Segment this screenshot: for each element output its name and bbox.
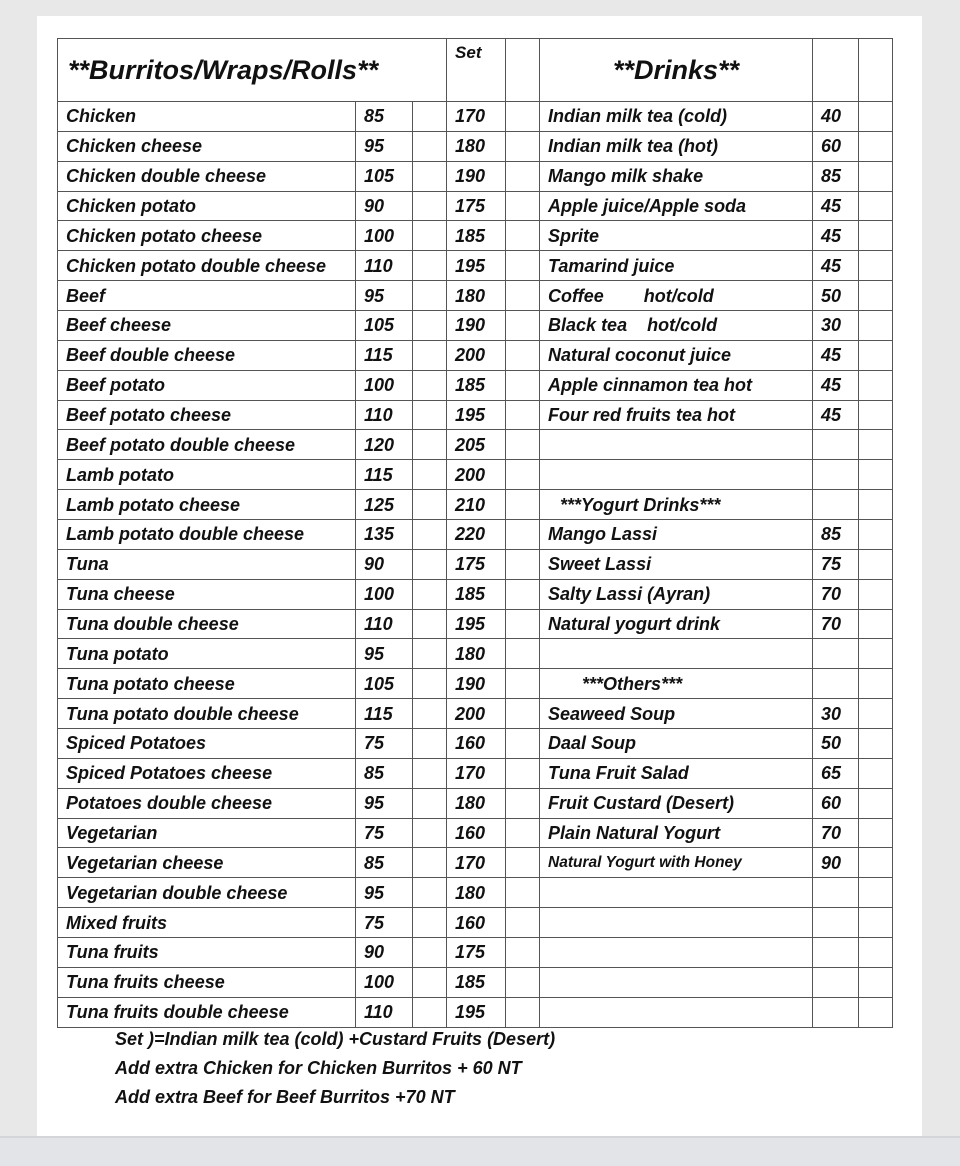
- drink-name: [540, 430, 813, 460]
- item-price: 100: [356, 221, 413, 251]
- header-row: [58, 39, 893, 102]
- empty-cell: [506, 609, 540, 639]
- item-name: Vegetarian double cheese: [58, 878, 356, 908]
- item-name: Tuna fruits cheese: [58, 967, 356, 997]
- item-price: 95: [356, 131, 413, 161]
- set-note: Set )=Indian milk tea (cold) +Custard Fruits (Desert): [115, 1029, 556, 1049]
- item-name: Chicken: [58, 102, 356, 132]
- empty-cell: [413, 997, 447, 1027]
- empty-cell: [413, 818, 447, 848]
- set-price: 180: [447, 639, 506, 669]
- item-price: 105: [356, 161, 413, 191]
- drink-price: [813, 967, 859, 997]
- item-name: Tuna cheese: [58, 579, 356, 609]
- drink-name: Natural Yogurt with Honey: [540, 848, 813, 878]
- item-name: Lamb potato: [58, 460, 356, 490]
- empty-cell: [506, 729, 540, 759]
- drink-price: [813, 430, 859, 460]
- item-name: Vegetarian: [58, 818, 356, 848]
- set-price: 185: [447, 221, 506, 251]
- empty-cell: [506, 340, 540, 370]
- item-name: Beef double cheese: [58, 340, 356, 370]
- item-name: Potatoes double cheese: [58, 788, 356, 818]
- empty-cell: [413, 758, 447, 788]
- drink-price: 75: [813, 549, 859, 579]
- drink-price: 70: [813, 579, 859, 609]
- item-name: Beef cheese: [58, 311, 356, 341]
- item-price: 75: [356, 729, 413, 759]
- set-price: 220: [447, 520, 506, 550]
- empty-cell: [506, 579, 540, 609]
- drink-name: Salty Lassi (Ayran): [540, 579, 813, 609]
- empty-cell: [859, 788, 893, 818]
- empty-cell: [859, 221, 893, 251]
- item-name: Lamb potato double cheese: [58, 520, 356, 550]
- drink-name: Apple juice/Apple soda: [540, 191, 813, 221]
- item-price: 90: [356, 549, 413, 579]
- empty-cell: [859, 430, 893, 460]
- empty-cell: [859, 579, 893, 609]
- empty-cell: [859, 908, 893, 938]
- empty-cell: [859, 490, 893, 520]
- drink-price: 30: [813, 311, 859, 341]
- item-price: 115: [356, 340, 413, 370]
- drink-price: 60: [813, 788, 859, 818]
- drink-price: 50: [813, 729, 859, 759]
- item-price: 110: [356, 997, 413, 1027]
- item-price: 90: [356, 938, 413, 968]
- set-price: 210: [447, 490, 506, 520]
- drink-name: Daal Soup: [540, 729, 813, 759]
- drink-section-heading: ***Yogurt Drinks***: [540, 490, 813, 520]
- empty-cell: [506, 490, 540, 520]
- empty-cell: [413, 669, 447, 699]
- menu-row: [58, 251, 893, 281]
- menu-row: [58, 579, 893, 609]
- empty-cell: [859, 251, 893, 281]
- menu-row: [58, 400, 893, 430]
- drink-price: 30: [813, 699, 859, 729]
- empty-cell: [413, 251, 447, 281]
- empty-cell: [413, 938, 447, 968]
- empty-cell: [859, 311, 893, 341]
- drink-name: Plain Natural Yogurt: [540, 818, 813, 848]
- empty-cell: [859, 669, 893, 699]
- drink-name: [540, 997, 813, 1027]
- empty-cell: [413, 908, 447, 938]
- item-price: 95: [356, 788, 413, 818]
- item-name: Chicken potato: [58, 191, 356, 221]
- item-name: Tuna fruits double cheese: [58, 997, 356, 1027]
- empty-cell: [413, 609, 447, 639]
- empty-cell: [506, 908, 540, 938]
- menu-row: [58, 161, 893, 191]
- item-price: 100: [356, 967, 413, 997]
- item-price: 105: [356, 669, 413, 699]
- empty-cell: [506, 161, 540, 191]
- drink-price: 90: [813, 848, 859, 878]
- empty-cell: [506, 430, 540, 460]
- set-price: 180: [447, 131, 506, 161]
- empty-cell: [413, 639, 447, 669]
- drink-name: Black tea hot/cold: [540, 311, 813, 341]
- empty-cell: [506, 967, 540, 997]
- item-name: Chicken double cheese: [58, 161, 356, 191]
- empty-cell: [859, 131, 893, 161]
- empty-cell: [859, 699, 893, 729]
- set-price: 185: [447, 370, 506, 400]
- drink-name: Sweet Lassi: [540, 549, 813, 579]
- drink-price: [813, 639, 859, 669]
- extra-chicken-note: Add extra Chicken for Chicken Burritos + 60 NT: [115, 1058, 522, 1078]
- menu-row: [58, 460, 893, 490]
- item-name: Tuna fruits: [58, 938, 356, 968]
- empty-cell: [506, 938, 540, 968]
- empty-cell: [413, 549, 447, 579]
- empty-cell: [413, 460, 447, 490]
- item-name: Tuna potato: [58, 639, 356, 669]
- drink-price: 60: [813, 131, 859, 161]
- empty-cell: [413, 281, 447, 311]
- drink-price: [813, 908, 859, 938]
- menu-row: [58, 669, 893, 699]
- set-price: 205: [447, 430, 506, 460]
- set-price: 160: [447, 908, 506, 938]
- drink-price: 85: [813, 520, 859, 550]
- drink-name: [540, 639, 813, 669]
- empty-cell: [413, 311, 447, 341]
- empty-cell: [506, 878, 540, 908]
- menu-row: [58, 340, 893, 370]
- menu-row: [58, 102, 893, 132]
- drink-price: 70: [813, 818, 859, 848]
- empty-cell: [413, 788, 447, 818]
- item-price: 95: [356, 281, 413, 311]
- empty-cell: [506, 281, 540, 311]
- empty-cell: [859, 370, 893, 400]
- empty-cell: [413, 102, 447, 132]
- drink-name: Natural coconut juice: [540, 340, 813, 370]
- drink-name: Mango Lassi: [540, 520, 813, 550]
- set-price: 195: [447, 997, 506, 1027]
- menu-row: [58, 430, 893, 460]
- drink-price: 50: [813, 281, 859, 311]
- set-price: 190: [447, 311, 506, 341]
- drink-price: [813, 878, 859, 908]
- item-price: 110: [356, 251, 413, 281]
- empty-cell: [506, 131, 540, 161]
- empty-cell: [506, 699, 540, 729]
- item-price: 110: [356, 609, 413, 639]
- item-name: Chicken cheese: [58, 131, 356, 161]
- set-price: 200: [447, 699, 506, 729]
- empty-cell: [506, 191, 540, 221]
- drink-name: [540, 938, 813, 968]
- item-price: 95: [356, 878, 413, 908]
- item-name: Beef potato double cheese: [58, 430, 356, 460]
- drink-name: Indian milk tea (hot): [540, 131, 813, 161]
- item-price: 115: [356, 699, 413, 729]
- drink-price: [813, 938, 859, 968]
- item-price: 115: [356, 460, 413, 490]
- set-price: 200: [447, 340, 506, 370]
- menu-row: [58, 997, 893, 1027]
- menu-row: [58, 281, 893, 311]
- drink-name: [540, 878, 813, 908]
- set-price: 195: [447, 400, 506, 430]
- empty-cell: [859, 549, 893, 579]
- empty-cell: [859, 818, 893, 848]
- empty-cell: [859, 102, 893, 132]
- drink-price: [813, 669, 859, 699]
- drink-name: [540, 967, 813, 997]
- item-name: Spiced Potatoes cheese: [58, 758, 356, 788]
- empty-cell: [859, 967, 893, 997]
- drink-price: 45: [813, 221, 859, 251]
- empty-cell: [859, 848, 893, 878]
- menu-table: [57, 38, 893, 1028]
- set-price: 170: [447, 102, 506, 132]
- empty-cell: [859, 938, 893, 968]
- menu-row: [58, 370, 893, 400]
- drink-price: 45: [813, 191, 859, 221]
- menu-row: [58, 549, 893, 579]
- empty-cell: [506, 818, 540, 848]
- drink-name: Mango milk shake: [540, 161, 813, 191]
- empty-cell: [506, 39, 540, 102]
- drink-price: [813, 490, 859, 520]
- empty-cell: [506, 848, 540, 878]
- empty-cell: [413, 967, 447, 997]
- empty-cell: [859, 460, 893, 490]
- drink-name: Indian milk tea (cold): [540, 102, 813, 132]
- item-price: 120: [356, 430, 413, 460]
- empty-cell: [413, 699, 447, 729]
- empty-cell: [413, 490, 447, 520]
- item-name: Tuna potato double cheese: [58, 699, 356, 729]
- empty-cell: [506, 758, 540, 788]
- set-price: 185: [447, 579, 506, 609]
- item-price: 90: [356, 191, 413, 221]
- item-price: 95: [356, 639, 413, 669]
- empty-cell: [506, 788, 540, 818]
- drink-price: 85: [813, 161, 859, 191]
- drink-price: 70: [813, 609, 859, 639]
- empty-cell: [506, 460, 540, 490]
- set-price: 180: [447, 878, 506, 908]
- set-price: 175: [447, 549, 506, 579]
- set-price: 160: [447, 729, 506, 759]
- burritos-title: **Burritos/Wraps/Rolls**: [58, 39, 447, 102]
- extra-beef-note: Add extra Beef for Beef Burritos +70 NT: [115, 1087, 455, 1107]
- menu-row: [58, 131, 893, 161]
- drink-price: 45: [813, 251, 859, 281]
- empty-cell: [413, 579, 447, 609]
- empty-cell: [506, 221, 540, 251]
- drink-name: Tamarind juice: [540, 251, 813, 281]
- drink-price: 45: [813, 370, 859, 400]
- menu-row: [58, 758, 893, 788]
- item-price: 100: [356, 579, 413, 609]
- item-name: Beef potato: [58, 370, 356, 400]
- drink-price: 65: [813, 758, 859, 788]
- item-name: Vegetarian cheese: [58, 848, 356, 878]
- item-price: 75: [356, 908, 413, 938]
- item-name: Tuna: [58, 549, 356, 579]
- bottom-bar: [0, 1136, 960, 1166]
- drink-price: 40: [813, 102, 859, 132]
- menu-row: [58, 818, 893, 848]
- item-name: Chicken potato double cheese: [58, 251, 356, 281]
- item-price: 75: [356, 818, 413, 848]
- menu-row: [58, 908, 893, 938]
- item-name: Beef: [58, 281, 356, 311]
- empty-cell: [859, 340, 893, 370]
- drink-price: 45: [813, 400, 859, 430]
- drink-name: Seaweed Soup: [540, 699, 813, 729]
- item-price: 125: [356, 490, 413, 520]
- set-price: 195: [447, 251, 506, 281]
- menu-row: [58, 938, 893, 968]
- item-price: 110: [356, 400, 413, 430]
- empty-cell: [413, 340, 447, 370]
- set-price: 185: [447, 967, 506, 997]
- item-price: 85: [356, 102, 413, 132]
- item-name: Lamb potato cheese: [58, 490, 356, 520]
- drink-price: [813, 997, 859, 1027]
- empty-cell: [413, 520, 447, 550]
- menu-row: [58, 878, 893, 908]
- item-name: Chicken potato cheese: [58, 221, 356, 251]
- empty-cell: [859, 997, 893, 1027]
- empty-cell: [413, 161, 447, 191]
- item-name: Mixed fruits: [58, 908, 356, 938]
- item-name: Spiced Potatoes: [58, 729, 356, 759]
- empty-cell: [813, 39, 859, 102]
- empty-cell: [413, 131, 447, 161]
- empty-cell: [859, 400, 893, 430]
- empty-cell: [506, 102, 540, 132]
- item-name: Tuna double cheese: [58, 609, 356, 639]
- item-price: 100: [356, 370, 413, 400]
- empty-cell: [413, 191, 447, 221]
- item-price: 85: [356, 758, 413, 788]
- empty-cell: [859, 878, 893, 908]
- set-price: 160: [447, 818, 506, 848]
- drink-name: Four red fruits tea hot: [540, 400, 813, 430]
- item-price: 135: [356, 520, 413, 550]
- set-price: 190: [447, 669, 506, 699]
- item-price: 105: [356, 311, 413, 341]
- drink-name: Tuna Fruit Salad: [540, 758, 813, 788]
- menu-row: [58, 848, 893, 878]
- set-column-header: Set: [447, 39, 506, 102]
- menu-row: [58, 639, 893, 669]
- drink-section-heading: ***Others***: [540, 669, 813, 699]
- set-price: 200: [447, 460, 506, 490]
- empty-cell: [859, 639, 893, 669]
- empty-cell: [506, 251, 540, 281]
- drink-price: 45: [813, 340, 859, 370]
- empty-cell: [859, 191, 893, 221]
- drinks-title: **Drinks**: [540, 39, 813, 102]
- empty-cell: [506, 520, 540, 550]
- empty-cell: [506, 311, 540, 341]
- item-price: 85: [356, 848, 413, 878]
- drink-name: Natural yogurt drink: [540, 609, 813, 639]
- item-name: Tuna potato cheese: [58, 669, 356, 699]
- menu-row: [58, 221, 893, 251]
- empty-cell: [859, 729, 893, 759]
- item-name: Beef potato cheese: [58, 400, 356, 430]
- empty-cell: [859, 609, 893, 639]
- menu-row: [58, 967, 893, 997]
- menu-row: [58, 520, 893, 550]
- empty-cell: [506, 370, 540, 400]
- menu-row: [58, 311, 893, 341]
- drink-name: [540, 908, 813, 938]
- empty-cell: [413, 729, 447, 759]
- empty-cell: [506, 669, 540, 699]
- set-price: 175: [447, 191, 506, 221]
- empty-cell: [859, 161, 893, 191]
- empty-cell: [859, 758, 893, 788]
- set-price: 170: [447, 848, 506, 878]
- set-price: 195: [447, 609, 506, 639]
- empty-cell: [413, 430, 447, 460]
- empty-cell: [859, 520, 893, 550]
- empty-cell: [859, 39, 893, 102]
- set-price: 180: [447, 281, 506, 311]
- menu-row: [58, 609, 893, 639]
- empty-cell: [506, 400, 540, 430]
- drink-name: [540, 460, 813, 490]
- empty-cell: [413, 848, 447, 878]
- set-price: 170: [447, 758, 506, 788]
- footer-notes: [115, 1026, 555, 1113]
- set-price: 190: [447, 161, 506, 191]
- set-price: 175: [447, 938, 506, 968]
- menu-row: [58, 788, 893, 818]
- menu-row: [58, 191, 893, 221]
- empty-cell: [859, 281, 893, 311]
- drink-name: Sprite: [540, 221, 813, 251]
- drink-name: Fruit Custard (Desert): [540, 788, 813, 818]
- drink-price: [813, 460, 859, 490]
- empty-cell: [506, 549, 540, 579]
- drink-name: Apple cinnamon tea hot: [540, 370, 813, 400]
- set-price: 180: [447, 788, 506, 818]
- empty-cell: [506, 997, 540, 1027]
- menu-row: [58, 699, 893, 729]
- drink-name: Coffee hot/cold: [540, 281, 813, 311]
- empty-cell: [506, 639, 540, 669]
- empty-cell: [413, 221, 447, 251]
- empty-cell: [413, 878, 447, 908]
- empty-cell: [413, 400, 447, 430]
- menu-row: [58, 729, 893, 759]
- menu-row: [58, 490, 893, 520]
- empty-cell: [413, 370, 447, 400]
